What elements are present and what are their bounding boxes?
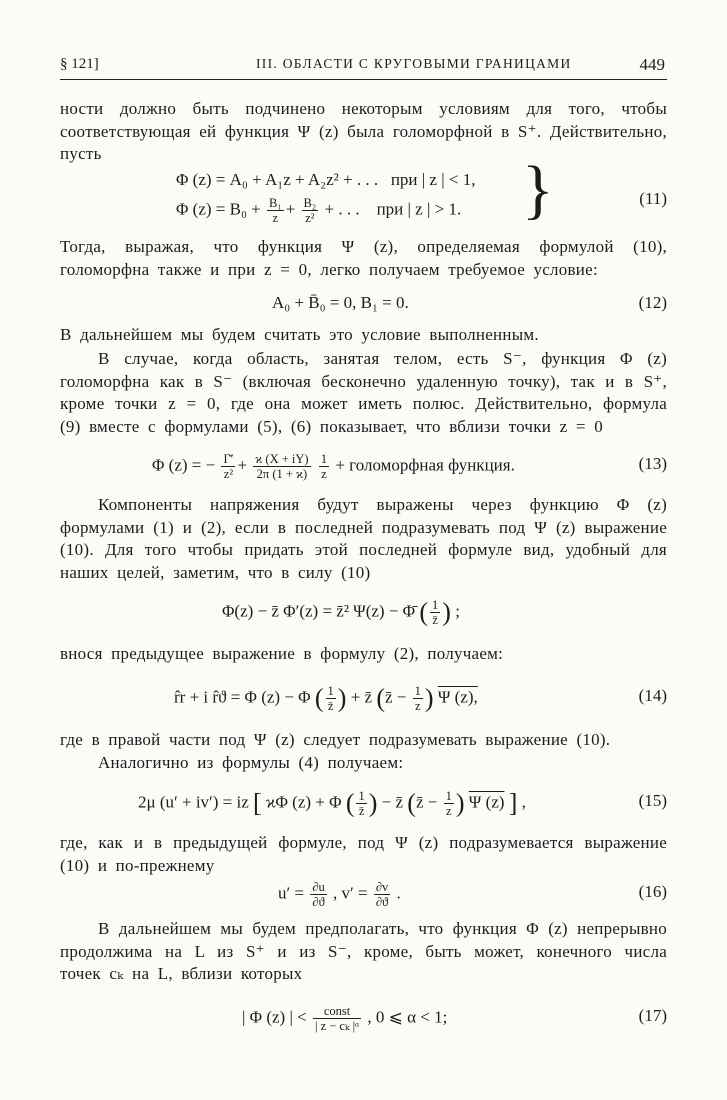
equation-17 [242, 1004, 447, 1033]
equation-number-16: (16) [638, 882, 667, 901]
eq17-f-den: | z − cₖ |ᵅ [314, 1019, 360, 1033]
running-head [60, 56, 667, 78]
eq16-f1-num: ∂u [312, 880, 325, 894]
paragraph-10: В дальнейшем мы будем предполагать, что функция Φ (z) непрерывно продолжима на L из S⁺ и из S⁻, кроме, быть может, конечного числа точек cₖ на L, вблизи которых [60, 919, 667, 983]
eq16-fraction-1 [310, 880, 326, 909]
eq15-part-2: − z̄ [381, 792, 404, 812]
eq14-tail: Ψ (z), [437, 687, 478, 707]
eq13-fraction-1 [221, 452, 235, 481]
eq13-f1-den: z² [223, 467, 234, 481]
eq11-fraction-b2 [302, 196, 319, 225]
eq11-f1-den: z [272, 211, 279, 225]
eq15-paren-2-open: ( [407, 788, 416, 818]
equation-16 [278, 880, 401, 909]
eq11-fraction-b1 [267, 196, 284, 225]
paragraph-7: где в правой части под Ψ (z) следует подразумевать выражение (10). [60, 730, 611, 749]
eq14-f2-den: z [415, 699, 421, 713]
equation-number-11: (11) [639, 189, 667, 208]
page-number: 449 [639, 55, 665, 74]
eq11-f2-num: B₂ [303, 196, 317, 210]
paragraph-6: внося предыдущее выражение в формулу (2), получаем: [60, 644, 504, 663]
eq15-f2-num: 1 [445, 789, 452, 803]
eq14-paren-2-open: ( [376, 683, 386, 713]
eq14-f2-num: 1 [414, 684, 421, 698]
eq14-f1-den: z̄ [327, 699, 334, 713]
eq16-u: u′ = [278, 883, 305, 903]
eq14-lhs: r̂r + i r̂ϑ = Φ (z) − Φ [174, 687, 311, 707]
paragraph-5: Компоненты напряжения будут выражены через функцию Φ (z) формулами (1) и (2), если в последней подразумевать под Ψ (z) выражение (10). Для того чтобы придать этой последней формуле вид, удобный для наших целей, заметим, что в силу (10) [60, 495, 667, 582]
eq15-bracket-open: [ [253, 788, 262, 818]
equation-12: A₀ + B̄₀ = 0, B₁ = 0. [272, 293, 409, 312]
eq13-tail: + голоморфная функция. [335, 455, 515, 475]
eq14-paren-1-close: ) [337, 683, 347, 713]
equation-number-12: (12) [638, 293, 667, 312]
eq14-f1-num: 1 [327, 684, 334, 698]
chapter-title: III. ОБЛАСТИ С КРУГОВЫМИ ГРАНИЦАМИ [256, 56, 572, 71]
eq16-v: , v′ = [333, 883, 368, 903]
eq16-f1-den: ∂ϑ [312, 895, 325, 909]
eq13-f1-num: Γ̄′ [223, 452, 234, 466]
eq14-paren-2-close: ) [424, 683, 434, 713]
eq11-line1-condition: при | z | < 1, [390, 170, 476, 189]
eq15-part-1: ϰΦ (z) + Φ [265, 792, 342, 812]
eq15-psi-bar: Ψ (z) [468, 792, 505, 812]
eq15-paren-1-close: ) [368, 788, 378, 818]
eq14-inner: z̄ − [385, 687, 407, 707]
eq15-f2-den: z [445, 804, 452, 818]
eqA-paren-close: ) [442, 597, 451, 627]
eq11-line2-condition: при | z | > 1. [376, 199, 462, 219]
eqA-fraction [430, 598, 440, 627]
eq13-fraction-3 [319, 452, 329, 481]
equation-number-17: (17) [638, 1006, 667, 1025]
paragraph-8: Аналогично из формулы (4) получаем: [98, 753, 404, 772]
eq11-f1-num: B₁ [268, 196, 282, 210]
eq13-lhs: Φ (z) = − [152, 455, 216, 475]
eq15-paren-1-open: ( [345, 788, 355, 818]
equation-number-13: (13) [638, 454, 667, 473]
eqA-tail: ; [455, 601, 460, 621]
paragraph-2: Тогда, выражая, что функция Ψ (z), определяемая формулой (10), голоморфна также и при z = 0, легко получаем требуемое условие: [60, 237, 667, 279]
equation-number-14: (14) [638, 686, 667, 705]
header-rule [60, 79, 667, 80]
eq13-fraction-2 [253, 452, 310, 481]
eq11-f2-den: z² [305, 211, 315, 225]
eq13-f3-den: z [321, 467, 327, 481]
right-brace-glyph: } [522, 153, 554, 226]
eqA-f-num: 1 [432, 598, 439, 612]
paragraph-4: В случае, когда область, занятая телом, есть S⁻, функция Φ (z) голоморфна как в S⁻ (включая бесконечно удаленную точку), так и в S⁺, кроме точки z = 0, где она может иметь полюс. Действительно, формула (9) вместе с формулами (5), (6) показывает, что вблизи точки z = 0 [60, 349, 667, 436]
equation-14 [174, 684, 478, 713]
paragraph-9: где, как и в предыдущей формуле, под Ψ (z) подразумевается выражение (10) и по-прежнему [60, 833, 667, 875]
eq14-paren-1-open: ( [314, 683, 324, 713]
eqA-lhs: Φ(z) − z̄ Φ′(z) = z̄² Ψ(z) − Φ̄ [222, 601, 416, 621]
equation-11-line-1 [176, 168, 475, 192]
equation-unnumbered [222, 598, 460, 627]
eq17-lhs: | Φ (z) | < [242, 1007, 307, 1027]
eq15-fraction-2 [444, 789, 454, 818]
eq15-f1-num: 1 [358, 789, 365, 803]
eq15-bracket-close: ] [508, 788, 518, 818]
eq15-f1-den: z̄ [358, 804, 365, 818]
section-marker: § 121] [60, 56, 99, 72]
equation-11-line-2: Φ (z) = B₀ + $\frac{\text{B₁}}{z}$ + $\frac{\text{B₂}}{\text{z²}}$ + . . . при | z | > 1. [176, 196, 462, 225]
eq15-inner: z̄ − [415, 792, 438, 812]
eq16-period: . [396, 883, 401, 903]
eq16-fraction-2 [374, 880, 390, 909]
equation-number-15: (15) [638, 791, 667, 810]
equation-13: Φ (z) = − $\frac{\Gammā'}{\text{z²}}$ + $\frac{ϰ (X + iY)}{2\pi (1 + ϰ)}$ $\frac{1}{z}$ + голоморфная функция. [152, 452, 515, 481]
eq16-f2-den: ∂ϑ [375, 895, 389, 909]
eq11-line2-tail: + . . . [324, 199, 360, 219]
eq15-comma: , [521, 792, 526, 812]
eq14-mid: + z̄ [350, 687, 373, 707]
eq15-paren-2-close: ) [455, 788, 465, 818]
paragraph-3: В дальнейшем мы будем считать это условие выполненным. [60, 325, 539, 344]
eqA-paren-open: ( [419, 597, 429, 627]
paragraph-1: ности должно быть подчинено некоторым условиям для того, чтобы соответствующая ей функция Ψ (z) была голоморфной в S⁺. Действительно, пусть [60, 99, 667, 163]
eq13-f2-den: 2π (1 + ϰ) [256, 467, 308, 481]
eq15-fraction-1 [356, 789, 366, 818]
eq11-line2-expr: Φ (z) = B₀ + [176, 199, 261, 219]
eqA-f-den: z̄ [432, 613, 438, 627]
eq15-lhs: 2μ (u′ + iv′) = iz [138, 792, 249, 812]
eq17-tail: , 0 ⩽ α < 1; [367, 1007, 448, 1027]
eq17-f-num: const [313, 1004, 361, 1019]
eq13-f2-num: ϰ (X + iY) [255, 452, 309, 466]
eq11-line1-expr: Φ (z) = A₀ + A₁z + A₂z² + . . . [176, 170, 379, 189]
eq14-fraction-2 [413, 684, 423, 713]
eq16-f2-num: ∂v [375, 880, 389, 894]
eq13-f3-num: 1 [320, 452, 328, 466]
eq14-fraction-1 [326, 684, 336, 713]
equation-15 [138, 789, 526, 818]
eq17-fraction [313, 1004, 361, 1033]
